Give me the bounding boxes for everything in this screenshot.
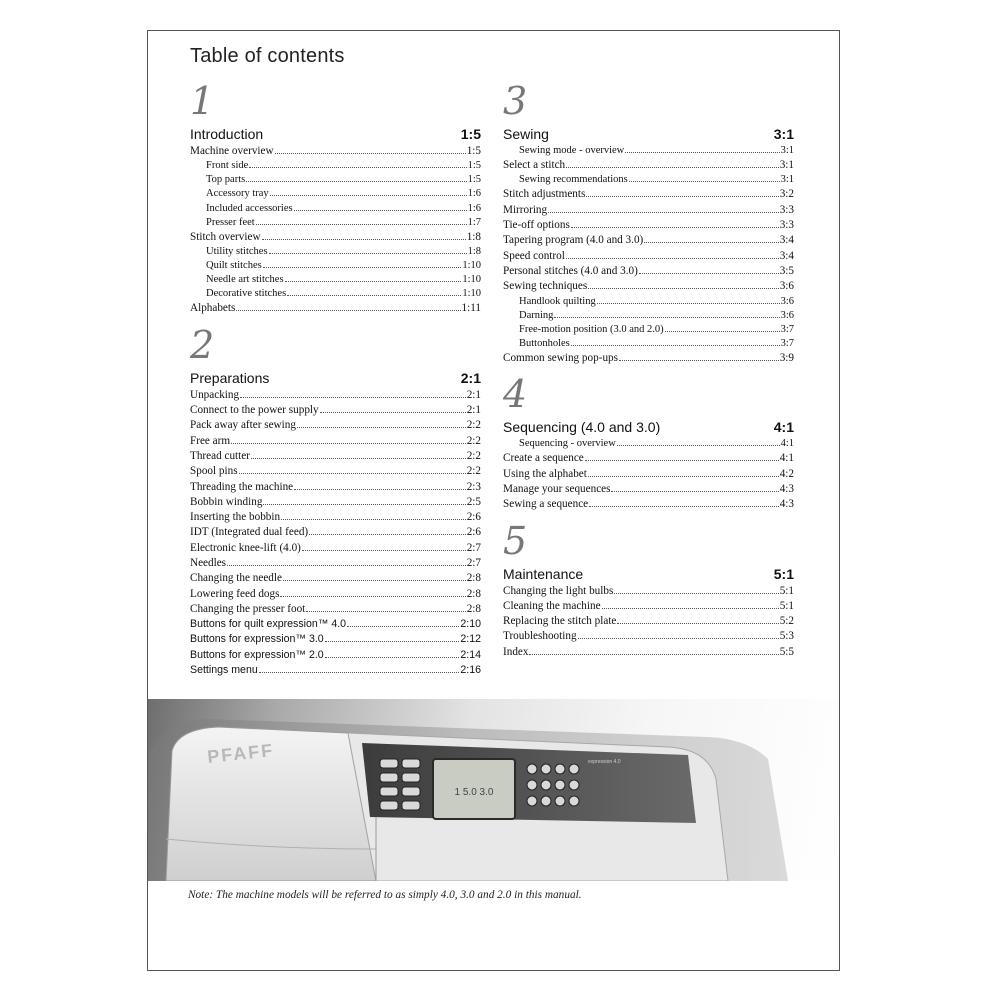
dot-leader: [256, 224, 467, 225]
toc-subentry: [190, 245, 481, 259]
dot-leader: [597, 303, 780, 304]
toc-entry: [190, 632, 481, 647]
machine-display-text: 1 5.0 3.0: [454, 787, 494, 798]
toc-section-2: [190, 322, 481, 679]
dot-leader: [529, 654, 778, 655]
toc-section-4: [503, 372, 794, 512]
section-heading-page: 4:1: [773, 419, 794, 436]
dot-leader: [566, 258, 779, 259]
toc-entry-page: 2:5: [466, 495, 481, 508]
toc-entry-page: 3:3: [779, 219, 794, 232]
toc-subentry: [503, 337, 794, 351]
toc-entry-page: 2:1: [466, 404, 481, 417]
toc-entry: [190, 418, 481, 433]
toc-entry-page: 3:1: [779, 159, 794, 172]
toc-subentry: [190, 173, 481, 187]
toc-entry-page: 2:3: [466, 480, 481, 493]
toc-entry-label: Handlook quilting: [519, 295, 596, 307]
dot-leader: [231, 443, 466, 444]
toc-entry: [190, 388, 481, 403]
toc-entry: [503, 451, 794, 466]
toc-entry-page: 2:8: [466, 572, 481, 585]
toc-entry: [503, 629, 794, 644]
toc-entry: [503, 645, 794, 660]
dot-leader: [249, 167, 466, 168]
section-heading: [190, 369, 481, 388]
dot-leader: [639, 273, 779, 274]
toc-subentry: [503, 173, 794, 187]
toc-subentry: [503, 295, 794, 309]
toc-entry-page: 1:10: [462, 288, 481, 300]
dot-leader: [629, 181, 780, 182]
section-heading: [503, 565, 794, 584]
dot-leader: [259, 672, 460, 673]
toc-entry: [190, 587, 481, 602]
machine-model-text: expression 4.0: [588, 759, 621, 765]
toc-entry-label: Included accessories: [206, 202, 293, 214]
toc-entry-page: 3:5: [779, 264, 794, 277]
toc-entry: [503, 233, 794, 248]
dot-leader: [585, 460, 779, 461]
toc-entry-page: 1:10: [462, 260, 481, 272]
toc-entry-label: Buttons for expression™ 3.0: [190, 633, 324, 646]
dot-leader: [246, 181, 466, 182]
toc-entry: [190, 617, 481, 632]
toc-entry-page: 2:8: [466, 602, 481, 615]
dot-leader: [270, 195, 467, 196]
toc-entry-label: Lowering feed dogs: [190, 587, 280, 600]
toc-entry-label: Tapering program (4.0 and 3.0): [503, 234, 644, 247]
toc-entry: [503, 497, 794, 512]
toc-entry-label: Select a stitch: [503, 159, 566, 172]
toc-entry-page: 1:5: [466, 145, 481, 157]
toc-entry-label: Changing the needle: [190, 572, 282, 585]
toc-entry-page: 2:1: [466, 388, 481, 401]
toc-entry-page: 1:5: [467, 174, 481, 186]
toc-entry-page: 2:14: [460, 648, 481, 661]
toc-entry-label: Buttons for expression™ 2.0: [190, 648, 324, 661]
toc-entry: [503, 218, 794, 233]
toc-entry-page: 2:6: [466, 526, 481, 539]
toc-entry-page: 5:5: [779, 645, 794, 658]
toc-entry: [190, 434, 481, 449]
toc-entry: [190, 464, 481, 479]
toc-entry-label: Settings menu: [190, 664, 258, 677]
section-heading: [190, 125, 481, 144]
toc-entry-label: Manage your sequences: [503, 482, 611, 495]
toc-entry: [190, 144, 481, 159]
dot-leader: [614, 593, 778, 594]
dot-leader: [285, 281, 462, 282]
toc-entry-label: Tie-off options: [503, 219, 570, 232]
dot-leader: [665, 331, 780, 332]
section-number: 3: [503, 79, 528, 123]
toc-entry-page: 2:2: [466, 434, 481, 447]
dot-leader: [571, 345, 780, 346]
toc-entry: [190, 648, 481, 663]
toc-entry: [190, 556, 481, 571]
section-heading: [503, 418, 794, 437]
toc-entry-label: Sewing recommendations: [519, 174, 628, 186]
dot-leader: [611, 491, 778, 492]
toc-subentry: [503, 323, 794, 337]
toc-entry-label: Alphabets: [190, 302, 236, 315]
dot-leader: [347, 626, 459, 627]
toc-entry-label: Replacing the stitch plate: [503, 615, 617, 628]
dot-leader: [602, 608, 779, 609]
dot-leader: [309, 534, 466, 535]
toc-entry: [503, 467, 794, 482]
toc-entry-page: 2:7: [466, 557, 481, 569]
toc-entry-page: 5:3: [779, 630, 794, 643]
toc-entry-page: 2:2: [466, 465, 481, 478]
toc-subentry: [190, 259, 481, 273]
pfaff-logo: PFAFF: [206, 740, 276, 767]
dot-leader: [320, 412, 466, 413]
dot-leader: [251, 458, 466, 459]
toc-entry-label: Changing the light bulbs: [503, 584, 614, 597]
toc-entry-page: 2:8: [466, 587, 481, 600]
toc-entry-page: 1:7: [467, 216, 481, 228]
toc-entry-label: Cleaning the machine: [503, 599, 601, 612]
toc-entry: [503, 599, 794, 614]
toc-entry-label: Sewing techniques: [503, 280, 588, 293]
dot-leader: [306, 611, 465, 612]
toc-entry-label: Troubleshooting: [503, 630, 577, 643]
dot-leader: [297, 427, 466, 428]
toc-entry-page: 3:6: [780, 295, 794, 307]
dot-leader: [236, 310, 460, 311]
dot-leader: [617, 445, 780, 446]
toc-entry-label: Sewing a sequence: [503, 498, 589, 511]
dot-leader: [263, 504, 465, 505]
toc-entry-page: 4:3: [779, 498, 794, 511]
toc-entry: [190, 495, 481, 510]
toc-entry-label: Needle art stitches: [206, 274, 284, 286]
toc-entry: [190, 602, 481, 617]
toc-entry-label: Spool pins: [190, 465, 238, 478]
section-heading-label: Sewing: [503, 126, 549, 142]
dot-leader: [239, 473, 466, 474]
dot-leader: [281, 519, 466, 520]
section-heading-page: 1:5: [460, 126, 481, 142]
toc-column-left: [190, 79, 481, 688]
toc-entry-label: IDT (Integrated dual feed): [190, 526, 309, 539]
toc-entry: [503, 584, 794, 599]
dot-leader: [619, 360, 779, 361]
toc-entry-page: 3:4: [779, 234, 794, 247]
section-heading-page: 2:1: [460, 369, 481, 386]
toc-entry-label: Speed control: [503, 249, 565, 262]
toc-entry-label: Utility stitches: [206, 246, 268, 258]
dot-leader: [283, 580, 466, 581]
toc-entry-page: 4:2: [779, 467, 794, 480]
toc-entry-page: 4:1: [779, 452, 794, 465]
toc-entry-label: Buttons for quilt expression™ 4.0: [190, 618, 347, 631]
toc-entry-page: 2:10: [460, 618, 481, 631]
manual-page: [147, 30, 840, 971]
toc-entry: [190, 571, 481, 586]
toc-entry-label: Pack away after sewing: [190, 419, 296, 432]
toc-subentry: [190, 187, 481, 201]
dot-leader: [588, 288, 779, 289]
section-number: 5: [503, 518, 528, 563]
toc-entry: [503, 482, 794, 497]
toc-entry-label: Quilt stitches: [206, 260, 262, 272]
dot-leader: [325, 657, 460, 658]
toc-entry-label: Unpacking: [190, 388, 240, 401]
toc-entry: [503, 187, 794, 202]
toc-entry: [190, 663, 481, 678]
toc-entry-label: Threading the machine: [190, 480, 294, 493]
toc-entry-label: Needles: [190, 557, 227, 569]
toc-subentry: [190, 216, 481, 230]
dot-leader: [269, 253, 467, 254]
toc-entry-label: Decorative stitches: [206, 288, 287, 300]
dot-leader: [275, 153, 466, 154]
toc-entry-label: Inserting the bobbin: [190, 511, 281, 524]
dot-leader: [578, 638, 779, 639]
toc-entry-page: 4:3: [779, 482, 794, 495]
toc-subentry: [190, 159, 481, 173]
toc-entry-page: 2:7: [466, 541, 481, 554]
toc-entry-label: Free-motion position (3.0 and 2.0): [519, 323, 664, 335]
toc-entry-label: Bobbin winding: [190, 495, 263, 508]
toc-entry: [190, 301, 481, 316]
toc-entry-page: 3:2: [779, 188, 794, 201]
toc-entry-label: Sewing mode - overview: [519, 145, 625, 156]
toc-entry: [190, 510, 481, 525]
toc-entry: [190, 403, 481, 418]
toc-entry-label: Thread cutter: [190, 449, 250, 462]
toc-section-1: [190, 79, 481, 317]
section-heading-label: Introduction: [190, 126, 264, 142]
dot-leader: [589, 506, 779, 507]
toc-entry-label: Mirroring: [503, 203, 548, 216]
dot-leader: [554, 317, 779, 318]
toc-entry-page: 3:6: [780, 309, 794, 321]
section-number: 1: [190, 79, 215, 123]
toc-entry-label: Connect to the power supply: [190, 404, 319, 417]
footnote: Note: The machine models will be referred to as simply 4.0, 3.0 and 2.0 in this manual.: [188, 889, 582, 901]
section-heading-page: 3:1: [773, 126, 794, 142]
toc-entry-page: 5:2: [779, 615, 794, 628]
toc-entry-label: Create a sequence: [503, 452, 584, 465]
dot-leader: [566, 167, 779, 168]
toc-entry-label: Index: [503, 645, 529, 658]
toc-entry-label: Front side: [206, 160, 249, 172]
toc-entry-label: Sequencing - overview: [519, 438, 616, 450]
toc-entry: [503, 249, 794, 264]
section-heading-page: 5:1: [773, 565, 794, 582]
toc-entry-page: 1:8: [467, 246, 481, 258]
toc-entry: [503, 614, 794, 629]
toc-entry-page: 3:6: [779, 280, 794, 293]
sewing-machine-illustration: [148, 699, 839, 881]
toc-column-right: [503, 79, 794, 670]
dot-leader: [294, 210, 467, 211]
toc-entry: [190, 480, 481, 495]
toc-entry-page: 2:2: [466, 449, 481, 462]
dot-leader: [262, 239, 466, 240]
toc-entry-page: 1:10: [462, 274, 481, 286]
toc-entry: [503, 351, 794, 366]
toc-entry-page: 4:1: [780, 438, 794, 450]
toc-subentry: [503, 309, 794, 323]
section-number: 4: [503, 372, 528, 417]
toc-entry-page: 3:1: [780, 145, 794, 156]
toc-entry-page: 1:8: [466, 230, 481, 243]
toc-subentry: [190, 202, 481, 216]
toc-entry-page: 3:7: [780, 323, 794, 335]
toc-entry-page: 3:7: [780, 337, 794, 349]
toc-entry-page: 1:5: [467, 160, 481, 172]
dot-leader: [617, 623, 778, 624]
toc-entry-label: Machine overview: [190, 145, 274, 157]
dot-leader: [586, 196, 778, 197]
toc-entry-page: 2:2: [466, 419, 481, 432]
toc-entry-label: Stitch overview: [190, 230, 261, 243]
page-title: Table of contents: [190, 45, 345, 67]
toc-entry: [190, 525, 481, 540]
section-heading-label: Preparations: [190, 369, 270, 386]
toc-entry-label: Personal stitches (4.0 and 3.0): [503, 264, 638, 277]
section-heading-label: Sequencing (4.0 and 3.0): [503, 419, 661, 436]
toc-entry: [503, 264, 794, 279]
toc-section-5: [503, 518, 794, 660]
toc-entry-label: Darning: [519, 309, 554, 321]
dot-leader: [302, 550, 466, 551]
dot-leader: [280, 596, 465, 597]
toc-entry-label: Top parts: [206, 174, 246, 186]
dot-leader: [625, 152, 779, 153]
toc-entry: [190, 449, 481, 464]
toc-entry-page: 3:4: [779, 249, 794, 262]
toc-subentry: [503, 144, 794, 158]
toc-entry-page: 2:12: [460, 633, 481, 646]
dot-leader: [644, 242, 778, 243]
dot-leader: [588, 476, 779, 477]
toc-entry-page: 2:16: [460, 664, 481, 677]
toc-section-3: [503, 79, 794, 366]
toc-entry-label: Electronic knee-lift (4.0): [190, 541, 301, 554]
toc-entry-page: 3:3: [779, 203, 794, 216]
toc-entry-label: Presser feet: [206, 216, 255, 228]
toc-entry: [503, 279, 794, 294]
toc-entry-page: 5:1: [779, 599, 794, 612]
toc-entry-label: Stitch adjustments: [503, 188, 586, 201]
toc-entry-label: Accessory tray: [206, 188, 269, 200]
toc-subentry: [190, 273, 481, 287]
toc-entry-page: 1:11: [461, 302, 481, 315]
dot-leader: [227, 565, 466, 566]
toc-entry-page: 3:9: [779, 351, 794, 364]
toc-entry: [190, 230, 481, 245]
toc-entry-label: Buttonholes: [519, 337, 570, 349]
section-heading-label: Maintenance: [503, 565, 584, 582]
toc-entry-label: Using the alphabet: [503, 467, 587, 480]
toc-entry-page: 1:6: [467, 188, 481, 200]
toc-entry: [503, 158, 794, 173]
sewing-machine-photo: [148, 699, 839, 881]
toc-entry-page: 3:1: [780, 174, 794, 186]
toc-entry: [503, 203, 794, 218]
toc-entry-page: 1:6: [467, 202, 481, 214]
section-heading: [503, 125, 794, 144]
dot-leader: [294, 489, 466, 490]
toc-entry-page: 2:6: [466, 511, 481, 524]
section-number: 2: [190, 322, 215, 367]
dot-leader: [240, 397, 466, 398]
toc-entry-label: Common sewing pop-ups: [503, 351, 618, 364]
dot-leader: [263, 267, 462, 268]
dot-leader: [571, 227, 779, 228]
toc-subentry: [190, 287, 481, 301]
dot-leader: [287, 295, 461, 296]
toc-entry-label: Changing the presser foot: [190, 602, 306, 615]
toc-entry-label: Free arm: [190, 434, 231, 447]
toc-subentry: [503, 437, 794, 451]
toc-entry-page: 5:1: [779, 584, 794, 597]
dot-leader: [325, 641, 460, 642]
dot-leader: [548, 212, 779, 213]
toc-entry: [190, 541, 481, 556]
